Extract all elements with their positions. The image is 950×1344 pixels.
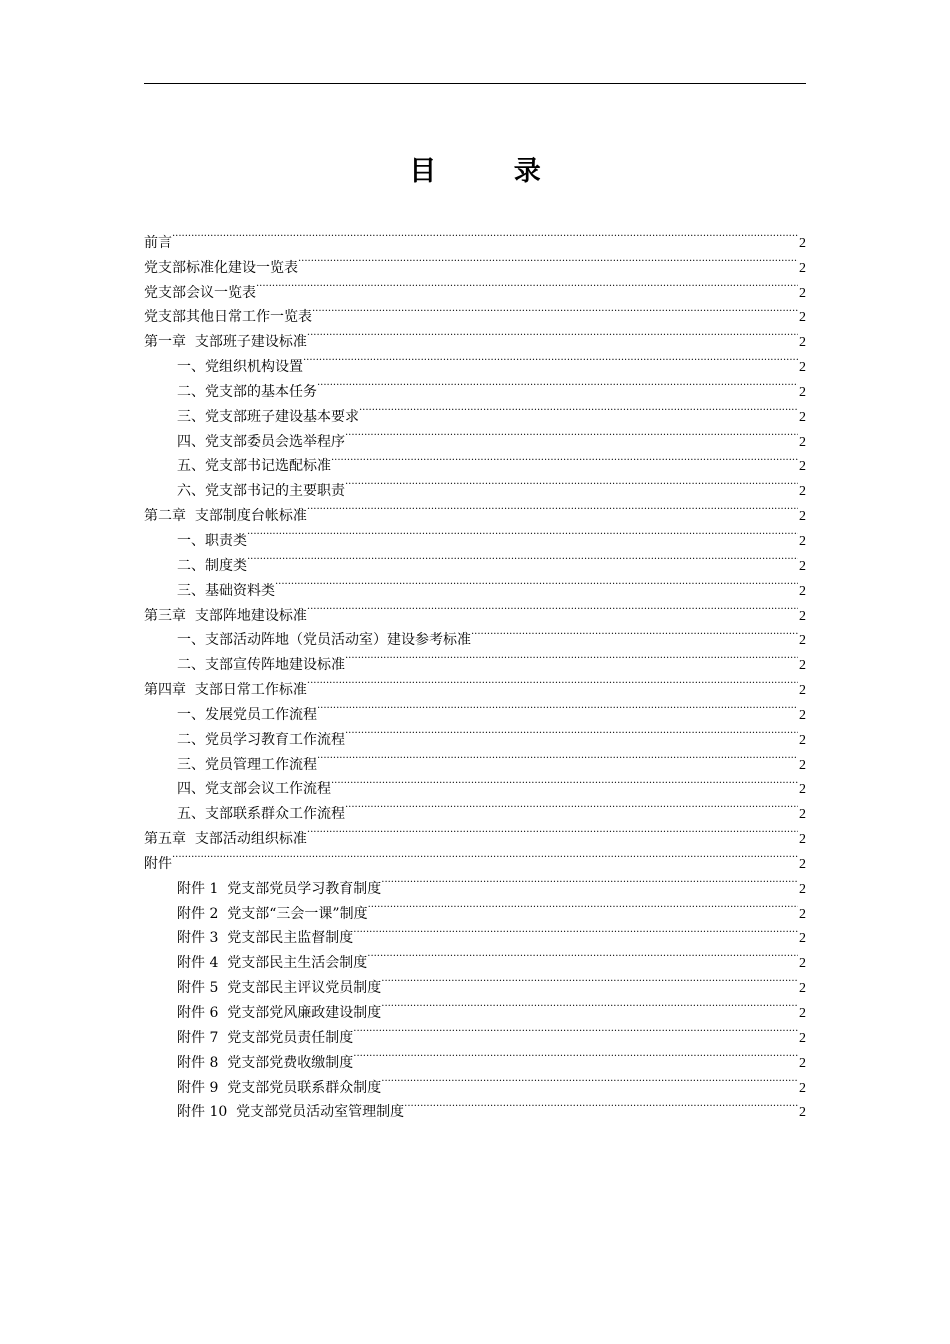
toc-entry-page-number: 2 xyxy=(799,608,806,624)
toc-entry-page-number: 2 xyxy=(799,384,806,400)
toc-dot-leader xyxy=(307,495,798,520)
toc-entry-page-number: 2 xyxy=(799,235,806,251)
toc-entry-page-number: 2 xyxy=(799,558,806,574)
toc-entry-page-number: 2 xyxy=(799,260,806,276)
toc-dot-leader xyxy=(345,644,798,669)
toc-entry-page-number: 2 xyxy=(799,310,806,326)
toc-entry-label: 二、党员学习教育工作流程 xyxy=(177,731,345,748)
toc-entry-page-number: 2 xyxy=(799,409,806,425)
toc-dot-leader xyxy=(381,1067,798,1092)
toc-entry-label: 附件 6 党支部党风廉政建设制度 xyxy=(177,1005,382,1021)
toc-dot-leader xyxy=(345,719,798,744)
toc-entry-page-number: 2 xyxy=(799,856,806,872)
toc-entry-label: 附件 xyxy=(144,855,172,872)
toc-entry-page-number: 2 xyxy=(799,509,806,525)
toc-dot-leader xyxy=(381,992,798,1017)
toc-dot-leader xyxy=(381,967,798,992)
toc-entry-page-number: 2 xyxy=(799,335,806,351)
toc-dot-leader xyxy=(172,222,798,247)
toc-entry-label: 五、支部联系群众工作流程 xyxy=(177,806,345,823)
toc-dot-leader xyxy=(307,595,798,620)
toc-dot-leader xyxy=(307,669,798,694)
toc-dot-leader xyxy=(247,520,798,545)
toc-dot-leader xyxy=(381,868,798,893)
toc-entry-label: 三、党支部班子建设基本要求 xyxy=(177,408,359,425)
toc-entry-label: 一、发展党员工作流程 xyxy=(177,706,317,723)
toc-entry-page-number: 2 xyxy=(799,807,806,823)
toc-entry-page-number: 2 xyxy=(799,1055,806,1071)
toc-dot-leader xyxy=(368,893,798,918)
toc-entry-label: 附件 2 党支部“三会一课”制度 xyxy=(177,905,368,922)
toc-entry-page-number: 2 xyxy=(799,757,806,773)
toc-entry-label: 前言 xyxy=(144,234,172,251)
toc-entry-page-number: 2 xyxy=(799,931,806,947)
toc-entry-label: 四、党支部会议工作流程 xyxy=(177,781,331,798)
toc-entry-page-number: 2 xyxy=(799,360,806,376)
toc-entry-label: 三、基础资料类 xyxy=(177,582,275,599)
toc-dot-leader xyxy=(172,843,798,868)
toc-title: 目 录 xyxy=(409,156,575,187)
toc-entry-page-number: 2 xyxy=(799,832,806,848)
toc-entry-page-number: 2 xyxy=(799,484,806,500)
toc-dot-leader xyxy=(247,545,798,570)
toc-dot-leader xyxy=(345,793,798,818)
toc-entry-label: 附件 7 党支部党员责任制度 xyxy=(177,1029,354,1046)
toc-entry-page-number: 2 xyxy=(799,782,806,798)
toc-entry-label: 第三章 支部阵地建设标准 xyxy=(144,607,307,624)
toc-entry-page-number: 2 xyxy=(799,683,806,699)
toc-entry-page-number: 2 xyxy=(799,633,806,649)
toc-entry-label: 第一章 支部班子建设标准 xyxy=(144,334,307,351)
toc-entry-label: 附件 4 党支部民主生活会制度 xyxy=(177,955,368,972)
toc-dot-leader xyxy=(367,942,798,967)
toc-entry-label: 第五章 支部活动组织标准 xyxy=(144,831,307,848)
toc-entry-page-number: 2 xyxy=(799,658,806,674)
toc-entry-page-number: 2 xyxy=(799,732,806,748)
toc-entry-page-number: 2 xyxy=(799,583,806,599)
toc-entry-label: 第二章 支部制度台帐标准 xyxy=(144,508,307,525)
toc-entry-label: 一、职责类 xyxy=(177,532,247,549)
toc-entry-label: 三、党员管理工作流程 xyxy=(177,756,317,773)
toc-entry-label: 附件 5 党支部民主评议党员制度 xyxy=(177,980,382,997)
toc-dot-leader xyxy=(275,570,798,595)
toc-entry-page-number: 2 xyxy=(799,1030,806,1046)
toc-dot-leader xyxy=(359,396,798,421)
toc-entry-label: 二、制度类 xyxy=(177,557,247,574)
toc-dot-leader xyxy=(317,371,798,396)
toc-dot-leader xyxy=(307,321,798,346)
toc-dot-leader xyxy=(404,1092,798,1117)
toc-entry-label: 党支部会议一览表 xyxy=(144,284,256,301)
toc-dot-leader xyxy=(317,744,798,769)
toc-dot-leader xyxy=(345,470,798,495)
toc-dot-leader xyxy=(256,272,798,297)
toc-dot-leader xyxy=(353,1017,798,1042)
toc-entry-label: 第四章 支部日常工作标准 xyxy=(144,682,307,699)
header-rule xyxy=(144,83,806,84)
toc-dot-leader xyxy=(307,818,798,843)
toc-entry-page-number: 2 xyxy=(799,1080,806,1096)
toc-dot-leader xyxy=(353,918,798,943)
toc-dot-leader xyxy=(353,1042,798,1067)
toc-dot-leader xyxy=(331,769,798,794)
toc-entry-page-number: 2 xyxy=(799,707,806,723)
toc-entry-label: 附件 9 党支部党员联系群众制度 xyxy=(177,1079,382,1096)
toc-entry-label: 二、支部宣传阵地建设标准 xyxy=(177,657,345,674)
toc-entry-page-number: 2 xyxy=(799,459,806,475)
table-of-contents xyxy=(144,222,806,1121)
toc-entry-label: 四、党支部委员会选举程序 xyxy=(177,433,345,450)
toc-entry-label: 五、党支部书记选配标准 xyxy=(177,458,331,475)
toc-entry[interactable] xyxy=(144,843,806,872)
toc-entry-label: 六、党支部书记的主要职责 xyxy=(177,483,345,500)
toc-dot-leader xyxy=(317,694,798,719)
toc-entry-page-number: 2 xyxy=(799,533,806,549)
toc-entry-label: 附件 10 党支部党员活动室管理制度 xyxy=(177,1104,405,1121)
toc-entry-label: 党支部标准化建设一览表 xyxy=(144,259,298,276)
toc-entry-page-number: 2 xyxy=(799,881,806,897)
toc-entry-label: 二、党支部的基本任务 xyxy=(177,383,317,400)
toc-dot-leader xyxy=(312,297,798,322)
toc-entry-page-number: 2 xyxy=(799,981,806,997)
toc-entry-label: 附件 1 党支部党员学习教育制度 xyxy=(177,880,382,897)
toc-entry-label: 党支部其他日常工作一览表 xyxy=(144,309,312,326)
toc-entry-label: 附件 3 党支部民主监督制度 xyxy=(177,930,354,947)
toc-entry-label: 一、党组织机构设置 xyxy=(177,359,303,376)
toc-entry[interactable] xyxy=(144,868,806,897)
toc-dot-leader xyxy=(298,247,798,272)
toc-entry-page-number: 2 xyxy=(799,434,806,450)
toc-entry-page-number: 2 xyxy=(799,956,806,972)
toc-dot-leader xyxy=(303,346,798,371)
toc-dot-leader xyxy=(345,421,798,446)
toc-entry-page-number: 2 xyxy=(799,906,806,922)
toc-entry-page-number: 2 xyxy=(799,1105,806,1121)
toc-entry-page-number: 2 xyxy=(799,1006,806,1021)
toc-entry-page-number: 2 xyxy=(799,285,806,301)
toc-entry-label: 一、支部活动阵地（党员活动室）建设参考标准 xyxy=(177,632,471,649)
toc-entry-label: 附件 8 党支部党费收缴制度 xyxy=(177,1054,354,1071)
toc-dot-leader xyxy=(471,620,798,645)
toc-dot-leader xyxy=(331,446,798,471)
toc-entry[interactable] xyxy=(144,222,806,251)
toc-entry[interactable] xyxy=(144,247,806,276)
